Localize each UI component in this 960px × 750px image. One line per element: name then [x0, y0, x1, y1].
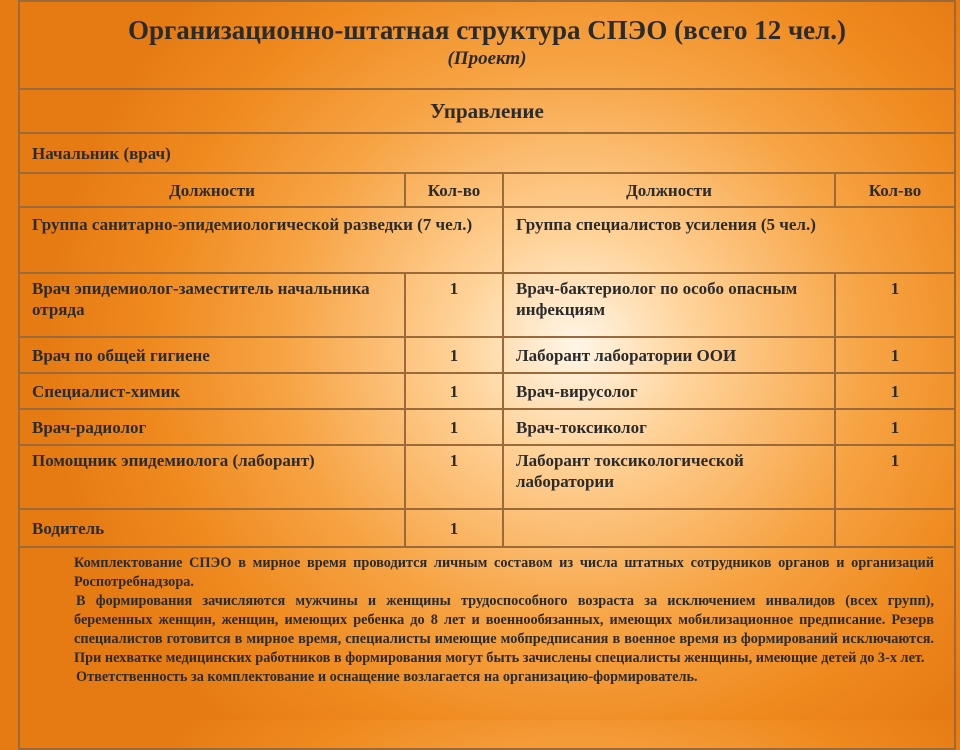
column-header-right-position: Должности — [503, 173, 835, 207]
column-header-right-qty: Кол-во — [835, 173, 955, 207]
right-qty: 1 — [835, 273, 955, 337]
right-position: Врач-вирусолог — [503, 373, 835, 409]
left-qty: 1 — [405, 337, 503, 373]
right-position: Лаборант токсикологической лаборатории — [503, 445, 835, 509]
left-qty: 1 — [405, 445, 503, 509]
group-right-title: Группа специалистов усиления (5 чел.) — [503, 207, 955, 273]
right-qty: 1 — [835, 409, 955, 445]
right-qty: 1 — [835, 373, 955, 409]
note-paragraph: В формирования зачисляются мужчины и женщины трудоспособного возраста за исключением инвалидов (всех групп), беременных женщин, женщин, имеющих ребенка до 8 лет и военнообязанных, имеющих мобилизационное предписание. Резерв специалистов готовится в мирное время, специалисты имеющие мобпредписания в военное время из формирований исключаются. При нехватке медицинских работников в формирования могут быть зачислены специалисты женщины, имеющие детей до 3-х лет. — [74, 593, 935, 666]
left-qty: 1 — [405, 273, 503, 337]
left-position: Помощник эпидемиолога (лаборант) — [19, 445, 405, 509]
right-qty: 1 — [835, 445, 955, 509]
head-position: Начальник (врач) — [19, 133, 955, 173]
note-paragraph: Ответственность за комплектование и оснащение возлагается на организацию-формирователь. — [76, 669, 698, 685]
left-position: Врач эпидемиолог-заместитель начальника отряда — [19, 273, 405, 337]
left-position: Врач по общей гигиене — [19, 337, 405, 373]
staff-structure-table — [18, 0, 956, 750]
table-row — [19, 509, 955, 547]
table-row — [19, 337, 955, 373]
left-qty: 1 — [405, 373, 503, 409]
left-position: Врач-радиолог — [19, 409, 405, 445]
left-position: Водитель — [19, 509, 405, 547]
notes-block — [19, 547, 955, 749]
page-subtitle: (Проект) — [447, 48, 527, 69]
group-left-title: Группа санитарно-эпидемиологической разведки (7 чел.) — [19, 207, 503, 273]
note-paragraph: Комплектование СПЭО в мирное время проводится личным составом из числа штатных сотрудников органов и организаций Роспотребнадзора. — [74, 555, 935, 590]
right-position: Врач-токсиколог — [503, 409, 835, 445]
section-heading: Управление — [19, 89, 955, 133]
left-position: Специалист-химик — [19, 373, 405, 409]
right-position: Лаборант лаборатории ООИ — [503, 337, 835, 373]
right-position — [503, 509, 835, 547]
left-qty: 1 — [405, 509, 503, 547]
left-qty: 1 — [405, 409, 503, 445]
column-header-left-qty: Кол-во — [405, 173, 503, 207]
table-row — [19, 409, 955, 445]
table-row — [19, 373, 955, 409]
right-qty: 1 — [835, 337, 955, 373]
page-title: Организационно-штатная структура СПЭО (всего 12 чел.) — [127, 15, 847, 45]
table-row — [19, 445, 955, 509]
right-position: Врач-бактериолог по особо опасным инфекциям — [503, 273, 835, 337]
right-qty — [835, 509, 955, 547]
column-header-left-position: Должности — [19, 173, 405, 207]
title-cell — [19, 1, 955, 89]
table-row — [19, 273, 955, 337]
